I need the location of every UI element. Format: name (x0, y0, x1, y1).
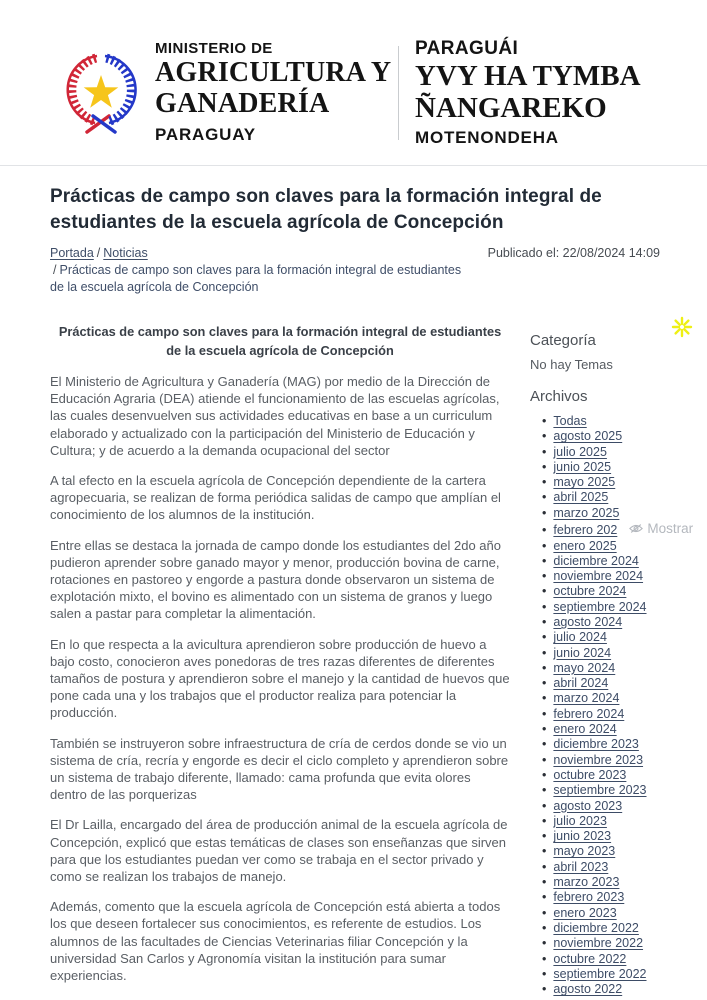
archive-link[interactable]: septiembre 2022 (553, 966, 647, 981)
list-item (530, 646, 707, 661)
archive-link[interactable]: febrero 2023 (553, 890, 625, 905)
archive-link[interactable]: mayo 2025 (553, 475, 616, 490)
list-item (530, 737, 707, 752)
title-block (0, 166, 707, 296)
list-item (530, 982, 707, 997)
archive-link[interactable]: junio 2025 (553, 459, 612, 474)
breadcrumb-separator: / (53, 263, 57, 277)
eye-off-icon (629, 523, 643, 534)
list-item (530, 615, 707, 630)
guarani-line-3: ÑANGAREKO (415, 92, 607, 124)
list-item (530, 707, 707, 722)
mostrar-label: Mostrar (647, 521, 694, 537)
archive-link[interactable]: junio 2023 (553, 829, 612, 844)
archive-link[interactable]: noviembre 2022 (553, 936, 644, 951)
list-item (530, 539, 707, 554)
archive-link[interactable]: agosto 2023 (553, 798, 623, 813)
list-item (530, 753, 707, 768)
archive-link[interactable]: enero 2025 (553, 538, 617, 553)
archive-link[interactable]: julio 2023 (553, 813, 607, 828)
archive-link[interactable]: marzo 2023 (553, 875, 620, 890)
list-item (530, 768, 707, 783)
list-item (530, 691, 707, 706)
list-item (530, 600, 707, 615)
archives-heading: Archivos (530, 388, 588, 405)
article-heading: Prácticas de campo son claves para la formación integral de estudiantes de la escuela agrícola de Concepción (58, 324, 502, 358)
guarani-line-2: YVY HA TYMBA (415, 60, 641, 92)
archive-link[interactable]: enero 2024 (553, 722, 617, 737)
ministry-wordmark (155, 38, 398, 145)
list-item (530, 783, 707, 798)
archive-link[interactable]: abril 2025 (553, 490, 609, 505)
list-item (530, 936, 707, 951)
site-header (0, 0, 707, 148)
archive-link[interactable]: julio 2025 (553, 444, 607, 459)
archive-link[interactable]: febrero 202 (553, 523, 618, 538)
guarani-wordmark (415, 38, 641, 148)
list-item (530, 445, 707, 460)
breadcrumb (50, 245, 470, 296)
article-body (50, 322, 510, 997)
ministry-line-3: GANADERÍA (155, 88, 330, 119)
ministry-line-4: PARAGUAY (155, 125, 256, 144)
list-item (530, 521, 707, 538)
archive-link[interactable]: marzo 2024 (553, 691, 620, 706)
archive-link[interactable]: julio 2024 (553, 630, 607, 645)
breadcrumb-link-noticias[interactable]: Noticias (103, 246, 148, 260)
list-item (530, 829, 707, 844)
archive-link[interactable]: diciembre 2024 (553, 553, 639, 568)
guarani-line-4: MOTENONDEHA (415, 128, 559, 147)
mag-laurel-logo (57, 38, 145, 144)
list-item (530, 860, 707, 875)
article-paragraph: Además, comento que la escuela agrícola de Concepción está abierta a todos los que deseen fortalecer sus conocimientos, es referente de estudios. Los alumnos de las facultades de Ciencias Veterinarias filiar Concepción y la universidad San Carlos y Agronomía visitan la institución para sumar experiencias. (50, 899, 501, 984)
header-vertical-divider (398, 46, 399, 140)
article-paragraph: En lo que respecta a la avicultura aprendieron sobre producción de huevo a bajo costo, conocieron aves ponedoras de tres razas diferentes de diferentes tamaños de postura y aprendieron sobre el manejo y la cantidad de huevos que pone cada una y los trabajos que el productor realiza para potenciar la producción. (50, 636, 510, 721)
list-item (530, 554, 707, 569)
list-item (530, 890, 707, 905)
archive-link[interactable]: diciembre 2023 (553, 737, 639, 752)
ministry-line-2: AGRICULTURA Y (155, 57, 392, 88)
archive-link[interactable]: agosto 2025 (553, 429, 623, 444)
article-paragraph: Entre ellas se destaca la jornada de campo donde los estudiantes del 2do año pudieron aprender sobre ganado mayor y menor, producción bovina de carne, rotaciones en pastoreo y engorde a pastura donde observaron un sistema de explotación mixto, el bovino es alimentado con un sistema de granos y luego salen a pastar para completar la alimentación. (50, 537, 501, 622)
list-item (530, 814, 707, 829)
list-item (530, 799, 707, 814)
list-item (530, 429, 707, 444)
list-item (530, 661, 707, 676)
list-item (530, 460, 707, 475)
list-item (530, 844, 707, 859)
archive-link[interactable]: marzo 2025 (553, 505, 620, 520)
list-item (530, 414, 707, 429)
list-item (530, 906, 707, 921)
list-item (530, 676, 707, 691)
archive-link[interactable]: noviembre 2024 (553, 569, 644, 584)
category-heading: Categoría (530, 332, 596, 349)
archive-link[interactable]: mayo 2023 (553, 844, 616, 859)
archives-list (530, 414, 707, 997)
list-item (530, 722, 707, 737)
list-item (530, 475, 707, 490)
asterisk-burst-icon[interactable] (671, 316, 693, 338)
breadcrumb-current: Prácticas de campo son claves para la formación integral de estudiantes de la escuela agrícola de Concepción (50, 263, 462, 294)
list-item (530, 584, 707, 599)
mostrar-overlay[interactable] (627, 521, 693, 536)
archive-link[interactable]: septiembre 2024 (553, 599, 647, 614)
list-item (530, 490, 707, 505)
article-paragraph: El Ministerio de Agricultura y Ganadería (MAG) por medio de la Dirección de Educación Agraria (DEA) atiende el funcionamiento de las escuelas agrícolas, las cuales desenvuelven sus actividades educativas en base a un curriculum elaborado y actualizado con la participación del Ministerio de Educación y Cultura; y de acuerdo a la demanda ocupacional del sector (50, 374, 500, 458)
category-empty-text: No hay Temas (530, 357, 613, 372)
breadcrumb-link-portada[interactable]: Portada (50, 246, 94, 260)
star-icon (84, 75, 119, 108)
archive-link[interactable]: agosto 2022 (553, 982, 623, 997)
article-paragraph: También se instruyeron sobre infraestructura de cría de cerdos donde se vio un sistema de cría, recría y engorde es decir el ciclo completo y aprendieron sobre un sistema de trabajo diferente, llamado: cama profunda que evita olores dentro de las porquerizas (50, 735, 509, 803)
list-item (530, 875, 707, 890)
breadcrumb-separator: / (96, 246, 101, 260)
archive-link[interactable]: septiembre 2023 (553, 783, 647, 798)
archive-link[interactable]: abril 2024 (553, 676, 609, 691)
archive-link[interactable]: noviembre 2023 (553, 752, 644, 767)
list-item (530, 630, 707, 645)
archive-link[interactable]: febrero 2024 (553, 706, 625, 721)
ministry-line-1: MINISTERIO DE (155, 40, 273, 57)
article-paragraph: El Dr Lailla, encargado del área de producción animal de la escuela agrícola de Concepción, explicó que estas temáticas de clases son enseñanzas que sirven para que los estudiantes puedan ver como se trabaja en el sector privado y como se realizan los trabajos de manejo. (50, 817, 508, 885)
list-item (530, 952, 707, 967)
archive-link[interactable]: octubre 2023 (553, 767, 627, 782)
archive-link[interactable]: junio 2024 (553, 645, 612, 660)
archive-link[interactable]: diciembre 2022 (553, 920, 639, 935)
list-item (530, 967, 707, 982)
list-item (530, 506, 707, 521)
archive-link[interactable]: Todas (553, 414, 587, 428)
archive-link[interactable]: octubre 2022 (553, 951, 627, 966)
list-item (530, 921, 707, 936)
archive-link[interactable]: agosto 2024 (553, 615, 623, 629)
archive-link[interactable]: octubre 2024 (553, 584, 627, 599)
sidebar (530, 322, 707, 997)
archive-link[interactable]: enero 2023 (553, 905, 617, 920)
page-title: Prácticas de campo son claves para la formación integral de estudiantes de la escuela agrícola de Concepción (50, 186, 602, 233)
article-paragraph: A tal efecto en la escuela agrícola de Concepción dependiente de la cartera agropecuaria, se realizan de forma periódica salidas de campo que amplían el conocimiento de los alumnos de la institución. (50, 473, 501, 523)
guarani-line-1: PARAGUÁI (415, 38, 519, 59)
archive-link[interactable]: abril 2023 (553, 859, 609, 874)
archive-link[interactable]: mayo 2024 (553, 660, 616, 675)
published-date: Publicado el: 22/08/2024 14:09 (487, 246, 660, 260)
list-item (530, 569, 707, 584)
